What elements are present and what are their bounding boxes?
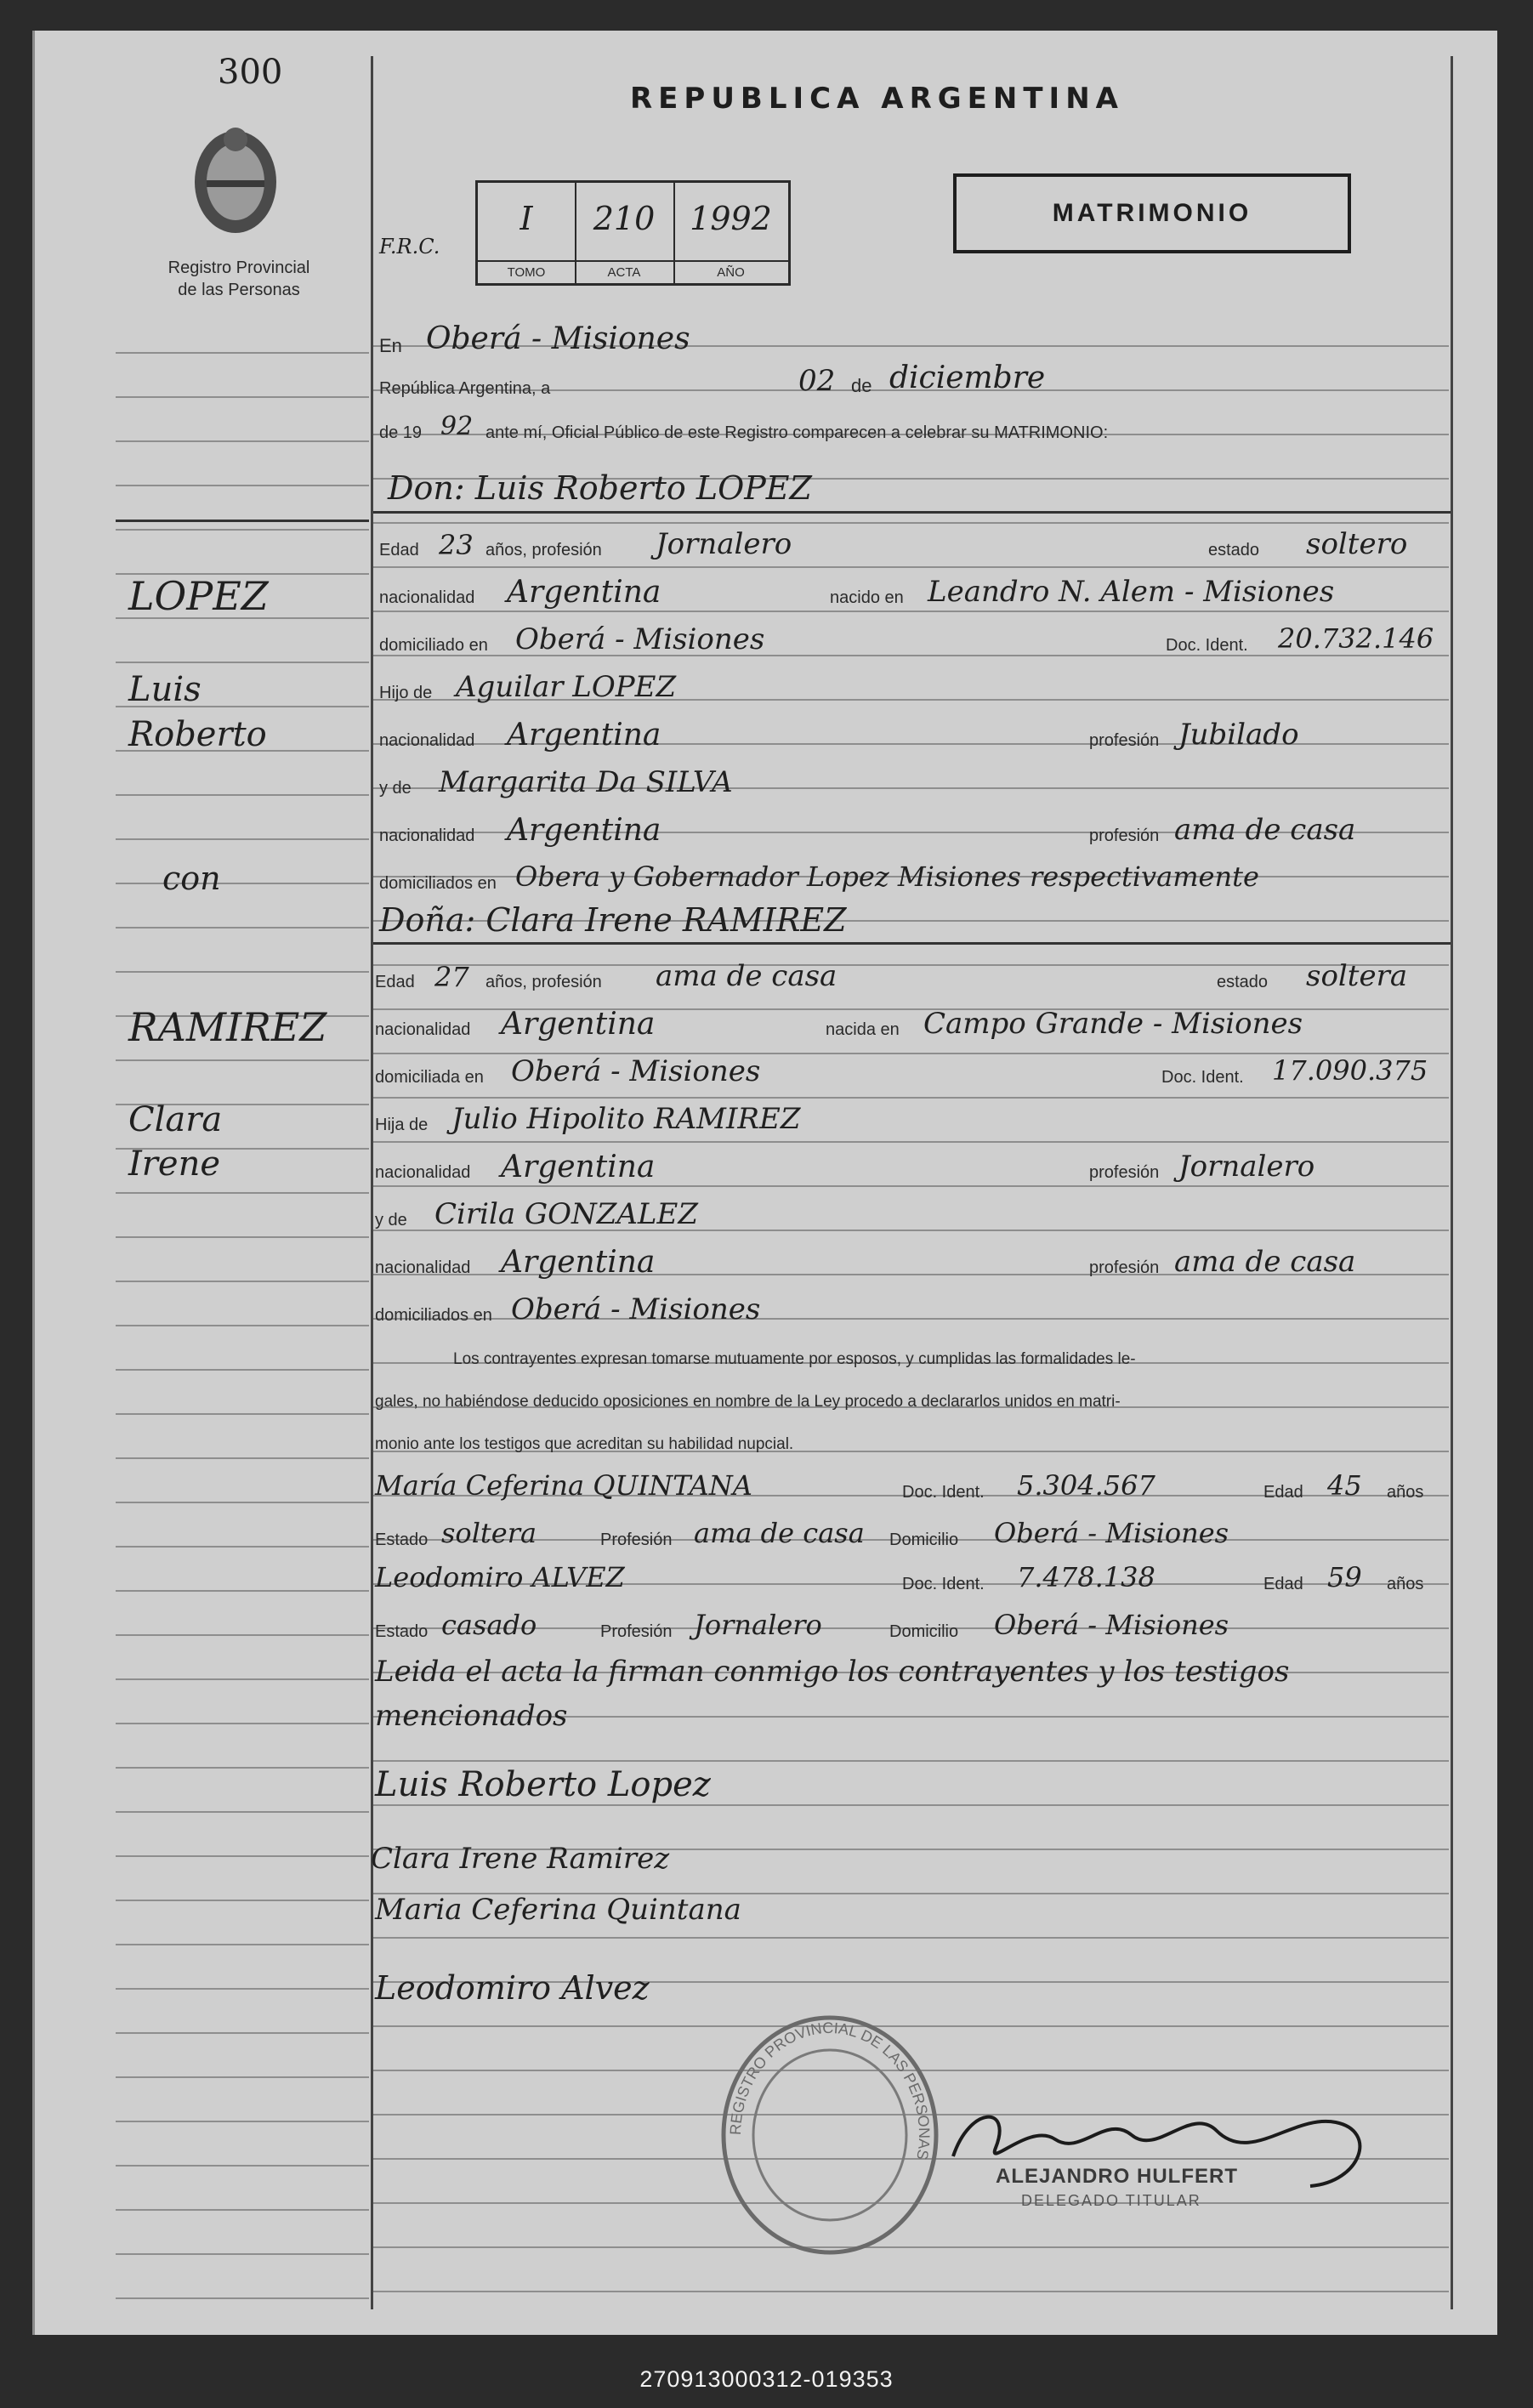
bride-edad-label: Edad bbox=[375, 973, 415, 991]
margin-ruled-line bbox=[116, 1900, 369, 1901]
witness-2-doc: 7.478.138 bbox=[1017, 1561, 1155, 1593]
official-seal-icon bbox=[715, 2012, 945, 2258]
bride-header: Doña: Clara Irene RAMIREZ bbox=[379, 901, 847, 939]
margin-ruled-line bbox=[116, 1944, 369, 1945]
tomo-label: TOMO bbox=[478, 260, 575, 280]
ruled-line bbox=[373, 964, 1449, 966]
svg-text:REGISTRO PROVINCIAL DE LAS PER bbox=[727, 2019, 933, 2161]
page-number: 300 bbox=[218, 53, 283, 92]
right-margin-line bbox=[1451, 56, 1453, 2309]
ruled-line bbox=[373, 566, 1449, 568]
margin-ruled-line bbox=[116, 838, 369, 840]
ruled-line bbox=[373, 2291, 1449, 2292]
bride-dom-label: domiciliada en bbox=[375, 1068, 484, 1087]
acta-label: ACTA bbox=[575, 260, 673, 280]
groom-parents-dom-label: domiciliados en bbox=[379, 874, 497, 893]
margin-ruled-line bbox=[116, 485, 369, 486]
groom-father-prof-label: profesión bbox=[1089, 731, 1160, 750]
groom-header: Don: Luis Roberto LOPEZ bbox=[388, 469, 812, 507]
acta-value: 210 bbox=[593, 200, 656, 237]
bride-mother-prof-label: profesión bbox=[1089, 1258, 1160, 1277]
signature-witness-2: Leodomiro Alvez bbox=[375, 1969, 650, 2007]
bride-mother-prof: ama de casa bbox=[1174, 1245, 1356, 1279]
margin-ruled-line bbox=[116, 2121, 369, 2122]
register-page bbox=[32, 31, 1497, 2335]
margin-ruled-line bbox=[116, 794, 369, 796]
margin-ruled-line bbox=[116, 883, 369, 884]
bride-parents-dom-label: domiciliados en bbox=[375, 1306, 492, 1325]
margin-ruled-line bbox=[116, 1457, 369, 1459]
witness-2-doc-label: Doc. Ident. bbox=[902, 1575, 985, 1593]
bride-mother-nac: Argentina bbox=[501, 1245, 656, 1280]
bride-father: Julio Hipolito RAMIREZ bbox=[451, 1102, 801, 1136]
closing-line-2: mencionados bbox=[375, 1699, 568, 1733]
witness-1-edad-label: Edad bbox=[1263, 1483, 1303, 1502]
bride-nacida-en: Campo Grande - Misiones bbox=[923, 1007, 1303, 1041]
margin-ruled-line bbox=[116, 1678, 369, 1680]
bride-hija-label: Hija de bbox=[375, 1116, 429, 1134]
intro-de-label: de bbox=[851, 375, 872, 396]
witness-2-edad-label: Edad bbox=[1263, 1575, 1303, 1593]
section-separator bbox=[373, 942, 1451, 945]
declaration-line-2: gales, no habiéndose deducido oposiciones en nombre de la Ley procedo a declararlos unidos en matri- bbox=[375, 1393, 1121, 1411]
margin-ruled-line bbox=[116, 1413, 369, 1415]
country-title: REPUBLICA ARGENTINA bbox=[630, 82, 1124, 116]
acta-cell bbox=[575, 183, 675, 283]
witness-2-domicilio: Oberá - Misiones bbox=[994, 1609, 1229, 1641]
groom-doc: 20.732.146 bbox=[1278, 622, 1434, 655]
groom-anos-label: años, profesión bbox=[485, 541, 602, 559]
witness-1-prof-label: Profesión bbox=[600, 1531, 673, 1549]
witness-2-name: Leodomiro ALVEZ bbox=[375, 1561, 625, 1593]
witness-1-anos-label: años bbox=[1387, 1483, 1424, 1502]
witness-1-domicilio: Oberá - Misiones bbox=[994, 1517, 1229, 1549]
margin-ruled-line bbox=[116, 1236, 369, 1238]
left-margin-line bbox=[371, 56, 373, 2309]
witness-2-anos-label: años bbox=[1387, 1575, 1424, 1593]
signature-bride: Clara Irene Ramirez bbox=[371, 1842, 670, 1876]
witness-2-dom-label: Domicilio bbox=[889, 1622, 959, 1641]
margin-groom-given1: Luis bbox=[128, 670, 202, 709]
margin-ruled-line bbox=[116, 1192, 369, 1194]
margin-ruled-line bbox=[116, 1988, 369, 1990]
margin-bride-surname: RAMIREZ bbox=[128, 1004, 327, 1050]
official-name: ALEJANDRO HULFERT bbox=[996, 2165, 1238, 2188]
ruled-line bbox=[373, 611, 1449, 612]
intro-day: 02 bbox=[798, 364, 836, 398]
ruled-line bbox=[373, 1804, 1449, 1806]
declaration-line-1: Los contrayentes expresan tomarse mutuamente por esposos, y cumplidas las formalidades le- bbox=[453, 1350, 1136, 1368]
intro-de19-label: de 19 bbox=[379, 423, 423, 442]
groom-hijo-label: Hijo de bbox=[379, 684, 433, 702]
bride-doc: 17.090.375 bbox=[1272, 1054, 1428, 1087]
ruled-line bbox=[373, 522, 1449, 524]
anio-value: 1992 bbox=[690, 200, 772, 237]
margin-ruled-line bbox=[116, 1811, 369, 1813]
intro-republic-label: República Argentina, a bbox=[379, 379, 551, 398]
groom-mother-nac: Argentina bbox=[507, 813, 661, 848]
bride-anos-label: años, profesión bbox=[485, 973, 602, 991]
anio-cell bbox=[673, 183, 788, 283]
bride-estado-label: estado bbox=[1217, 973, 1269, 991]
groom-mother: Margarita Da SILVA bbox=[439, 765, 733, 799]
groom-nacionalidad: Argentina bbox=[507, 575, 661, 610]
groom-dom-label: domiciliado en bbox=[379, 636, 488, 655]
witness-1-doc: 5.304.567 bbox=[1017, 1469, 1155, 1502]
margin-ruled-line bbox=[116, 971, 369, 973]
groom-mother-prof: ama de casa bbox=[1174, 813, 1356, 847]
margin-ruled-line bbox=[116, 1723, 369, 1724]
declaration-line-3: monio ante los testigos que acreditan su habilidad nupcial. bbox=[375, 1435, 794, 1453]
registry-label-line2: de las Personas bbox=[178, 281, 300, 299]
bride-yde-label: y de bbox=[375, 1211, 407, 1230]
groom-father-nac-label: nacionalidad bbox=[379, 731, 475, 750]
groom-estado: soltero bbox=[1306, 527, 1408, 561]
witness-1-profesion: ama de casa bbox=[694, 1517, 865, 1549]
margin-con: con bbox=[162, 860, 221, 897]
margin-ruled-line bbox=[116, 1590, 369, 1592]
margin-ruled-line bbox=[116, 2032, 369, 2034]
bride-father-nac: Argentina bbox=[501, 1150, 656, 1184]
ruled-line bbox=[373, 1937, 1449, 1939]
margin-groom-surname: LOPEZ bbox=[128, 573, 269, 619]
bride-nac-label: nacionalidad bbox=[375, 1020, 471, 1039]
witness-2-estado: casado bbox=[441, 1609, 537, 1641]
margin-ruled-line bbox=[116, 1767, 369, 1769]
coat-of-arms-icon bbox=[188, 122, 283, 240]
bride-domicilio: Oberá - Misiones bbox=[511, 1054, 761, 1088]
groom-father-prof: Jubilado bbox=[1178, 718, 1299, 752]
section-separator bbox=[373, 511, 1451, 514]
witness-1-estado: soltera bbox=[441, 1517, 537, 1549]
bride-doc-label: Doc. Ident. bbox=[1161, 1068, 1244, 1087]
closing-line-1: Leida el acta la firman conmigo los contrayentes y los testigos bbox=[375, 1655, 1290, 1689]
registry-label-line1: Registro Provincial bbox=[167, 258, 310, 277]
witness-1-estado-label: Estado bbox=[375, 1531, 429, 1549]
ruled-line bbox=[373, 1097, 1449, 1099]
groom-father-nac: Argentina bbox=[507, 718, 661, 752]
signature-groom: Luis Roberto Lopez bbox=[375, 1765, 711, 1804]
margin-bride-given2: Irene bbox=[128, 1144, 221, 1184]
ruled-line bbox=[373, 1760, 1449, 1762]
bride-father-nac-label: nacionalidad bbox=[375, 1163, 471, 1182]
margin-ruled-line bbox=[116, 2253, 369, 2255]
section-separator bbox=[116, 520, 369, 522]
margin-ruled-line bbox=[116, 662, 369, 663]
bride-edad: 27 bbox=[434, 961, 469, 993]
witness-2-profesion: Jornalero bbox=[694, 1609, 822, 1641]
bride-profesion: ama de casa bbox=[656, 959, 837, 993]
groom-profesion: Jornalero bbox=[656, 527, 792, 561]
margin-ruled-line bbox=[116, 352, 369, 354]
tomo-value: I bbox=[520, 200, 533, 237]
groom-nac-label: nacionalidad bbox=[379, 588, 475, 607]
frc-label: F.R.C. bbox=[379, 235, 440, 258]
margin-ruled-line bbox=[116, 2076, 369, 2078]
groom-father: Aguilar LOPEZ bbox=[456, 670, 677, 704]
margin-ruled-line bbox=[116, 1369, 369, 1371]
groom-yde-label: y de bbox=[379, 779, 412, 798]
act-type-box: MATRIMONIO bbox=[953, 173, 1351, 253]
witness-2-estado-label: Estado bbox=[375, 1622, 429, 1641]
seal-text: REGISTRO PROVINCIAL DE LAS PERSONAS bbox=[726, 2019, 934, 2161]
margin-groom-given2: Roberto bbox=[128, 715, 267, 754]
intro-place: Oberá - Misiones bbox=[426, 321, 690, 356]
groom-edad-label: Edad bbox=[379, 541, 419, 559]
ruled-line bbox=[373, 1185, 1449, 1187]
margin-ruled-line bbox=[116, 396, 369, 398]
margin-ruled-line bbox=[116, 1502, 369, 1503]
margin-ruled-line bbox=[116, 927, 369, 929]
footer-id: 270913000312-019353 bbox=[639, 2366, 894, 2392]
witness-2-prof-label: Profesión bbox=[600, 1622, 673, 1641]
margin-ruled-line bbox=[116, 529, 369, 531]
anio-label: AÑO bbox=[673, 260, 788, 280]
groom-nacido-en: Leandro N. Alem - Misiones bbox=[928, 575, 1335, 609]
bride-parents-dom: Oberá - Misiones bbox=[511, 1292, 761, 1326]
groom-mother-nac-label: nacionalidad bbox=[379, 826, 475, 845]
tomo-cell bbox=[478, 183, 576, 283]
witness-2-edad: 59 bbox=[1327, 1561, 1362, 1593]
margin-ruled-line bbox=[116, 2209, 369, 2211]
margin-ruled-line bbox=[116, 1281, 369, 1282]
margin-ruled-line bbox=[116, 2165, 369, 2167]
margin-ruled-line bbox=[116, 1059, 369, 1061]
ruled-line bbox=[373, 1141, 1449, 1143]
groom-parents-dom: Obera y Gobernador Lopez Misiones respectivamente bbox=[515, 860, 1259, 893]
witness-1-name: María Ceferina QUINTANA bbox=[375, 1469, 752, 1502]
groom-doc-label: Doc. Ident. bbox=[1166, 636, 1248, 655]
official-title: DELEGADO TITULAR bbox=[1021, 2192, 1201, 2209]
intro-ante-text: ante mí, Oficial Público de este Registro comparecen a celebrar su MATRIMONIO: bbox=[485, 423, 1109, 442]
witness-1-doc-label: Doc. Ident. bbox=[902, 1483, 985, 1502]
bride-nacionalidad: Argentina bbox=[501, 1007, 656, 1042]
bride-estado: soltera bbox=[1306, 959, 1408, 993]
witness-1-edad: 45 bbox=[1327, 1469, 1362, 1502]
groom-edad: 23 bbox=[439, 529, 474, 561]
groom-domicilio: Oberá - Misiones bbox=[515, 622, 765, 656]
margin-ruled-line bbox=[116, 1855, 369, 1857]
margin-ruled-line bbox=[116, 2297, 369, 2299]
registration-box bbox=[475, 180, 791, 286]
intro-month: diciembre bbox=[889, 361, 1046, 395]
witness-1-dom-label: Domicilio bbox=[889, 1531, 959, 1549]
groom-mother-prof-label: profesión bbox=[1089, 826, 1160, 845]
bride-father-prof-label: profesión bbox=[1089, 1163, 1160, 1182]
registry-label bbox=[128, 257, 349, 301]
groom-estado-label: estado bbox=[1208, 541, 1260, 559]
bride-father-prof: Jornalero bbox=[1178, 1150, 1315, 1184]
margin-ruled-line bbox=[116, 440, 369, 442]
margin-ruled-line bbox=[116, 1546, 369, 1548]
margin-ruled-line bbox=[116, 1634, 369, 1636]
margin-ruled-line bbox=[116, 1325, 369, 1326]
intro-year: 92 bbox=[440, 412, 474, 441]
bride-nacida-label: nacida en bbox=[826, 1020, 900, 1039]
bride-mother-nac-label: nacionalidad bbox=[375, 1258, 471, 1277]
intro-en-label: En bbox=[379, 335, 402, 356]
bride-mother: Cirila GONZALEZ bbox=[434, 1197, 698, 1231]
signature-witness-1: Maria Ceferina Quintana bbox=[375, 1893, 741, 1927]
margin-bride-given1: Clara bbox=[128, 1100, 223, 1139]
groom-nacido-label: nacido en bbox=[830, 588, 904, 607]
